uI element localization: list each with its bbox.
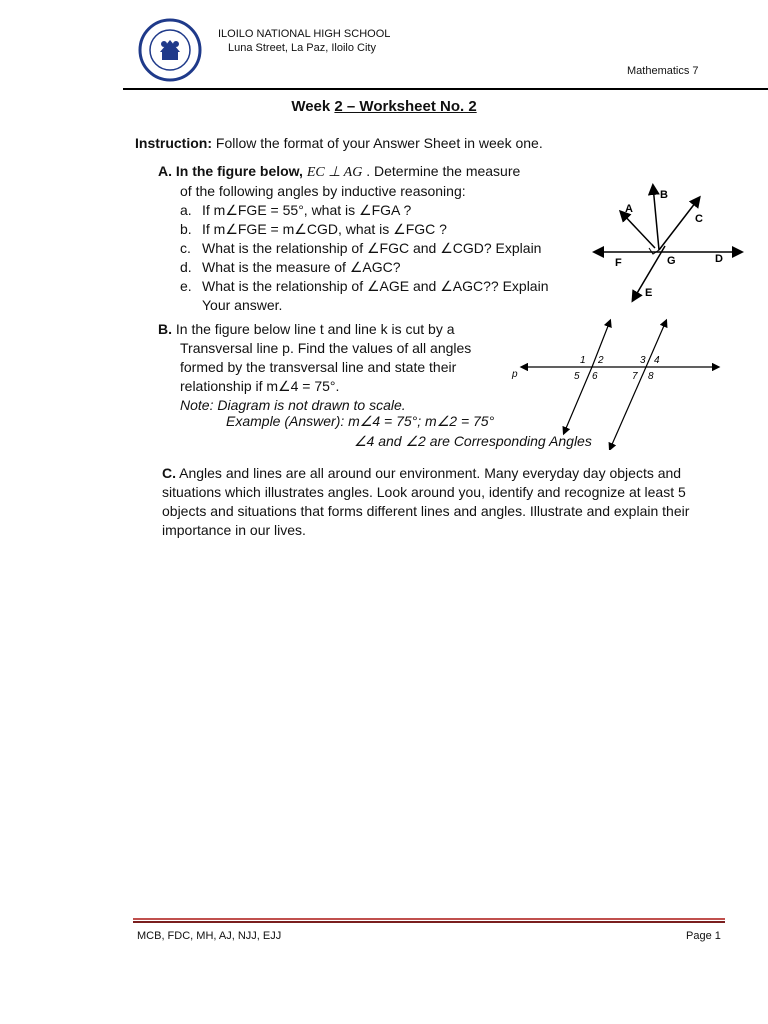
- section-a: [158, 162, 578, 315]
- school-logo: [138, 18, 202, 82]
- instruction: [135, 135, 543, 151]
- section-a-letter: A.: [158, 163, 172, 179]
- instruction-label: Instruction:: [135, 135, 212, 151]
- ray-ga: [621, 212, 655, 248]
- label-c: C: [695, 213, 703, 225]
- subject-label: Mathematics 7: [627, 65, 699, 77]
- label-g: G: [667, 255, 676, 267]
- transversal-figure: [508, 315, 723, 450]
- label-p: p: [512, 369, 518, 380]
- label-f: F: [615, 257, 622, 269]
- ray-gb: [653, 186, 659, 250]
- school-name: ILOILO NATIONAL HIGH SCHOOL: [218, 28, 391, 40]
- label-1: 1: [580, 355, 586, 366]
- page-title: [0, 98, 768, 115]
- label-d: D: [715, 253, 723, 265]
- footer-divider-2: [133, 921, 725, 923]
- list-item: d. What is the measure of ∠AGC?: [180, 259, 401, 275]
- section-c-text: Angles and lines are all around our environment. Many everyday day objects and situations which illustrates angles. Look around you, identify and recognize at least 5 objects and situations that forms different lines and angles. Illustrate and explain their importance in our lives.: [162, 465, 690, 538]
- section-c: [162, 464, 732, 540]
- item-text: If m∠FGE = 55°, what is ∠FGA ?: [202, 202, 412, 218]
- footer-authors: MCB, FDC, MH, AJ, NJJ, EJJ: [137, 930, 282, 942]
- section-b-line: Transversal line p. Find the values of all angles: [180, 340, 472, 356]
- label-4: 4: [654, 355, 660, 366]
- list-item: e. What is the relationship of ∠AGE and ∠AGC?? Explain: [180, 278, 549, 294]
- list-item-continuation: Your answer.: [202, 297, 283, 313]
- section-c-letter: C.: [162, 465, 176, 481]
- label-2: 2: [598, 355, 604, 366]
- ray-gc: [659, 198, 699, 250]
- label-7: 7: [632, 371, 638, 382]
- label-e: E: [645, 287, 653, 299]
- item-text: What is the relationship of ∠FGC and ∠CGD? Explain: [202, 240, 542, 256]
- section-b-line: formed by the transversal line and state their: [180, 359, 457, 375]
- section-b-line: In the figure below line t and line k is cut by a: [175, 321, 455, 337]
- example-answer: Example (Answer): m∠4 = 75°; m∠2 = 75°: [226, 413, 495, 429]
- school-address: Luna Street, La Paz, Iloilo City: [228, 42, 376, 54]
- section-b-line: relationship if m∠4 = 75°.: [180, 378, 340, 394]
- list-item: a. If m∠FGE = 55°, what is ∠FGA ?: [180, 202, 412, 218]
- section-a-head-rest: . Determine the measure: [362, 163, 521, 179]
- section-b-note: Note: Diagram is not drawn to scale.: [180, 397, 406, 413]
- item-text: If m∠FGE = m∠CGD, what is ∠FGC ?: [202, 221, 447, 237]
- header-divider: [123, 88, 768, 90]
- angle-figure: [585, 180, 745, 305]
- item-text: What is the measure of ∠AGC?: [202, 259, 401, 275]
- section-b: [158, 320, 528, 415]
- example-answer-2: ∠4 and ∠2 are Corresponding Angles: [354, 433, 592, 449]
- footer-divider: [133, 918, 725, 920]
- title-underlined: 2 – Worksheet No. 2: [334, 98, 477, 115]
- label-6: 6: [592, 371, 598, 382]
- section-a-head-math: EC ⊥ AG: [306, 165, 363, 180]
- label-5: 5: [574, 371, 580, 382]
- page-number: Page 1: [686, 930, 721, 942]
- label-a: A: [625, 203, 633, 215]
- label-3: 3: [640, 355, 646, 366]
- list-item: b. If m∠FGE = m∠CGD, what is ∠FGC ?: [180, 221, 447, 237]
- label-8: 8: [648, 371, 654, 382]
- title-prefix: Week: [291, 98, 335, 115]
- line-k-bottom: [610, 367, 646, 449]
- list-item: c. What is the relationship of ∠FGC and ∠CGD? Explain: [180, 240, 542, 256]
- section-a-line2: of the following angles by inductive reasoning:: [180, 183, 466, 199]
- section-b-letter: B.: [158, 321, 172, 337]
- label-b: B: [660, 189, 668, 201]
- item-text: What is the relationship of ∠AGE and ∠AGC?? Explain: [202, 278, 549, 294]
- instruction-text: Follow the format of your Answer Sheet in week one.: [212, 135, 543, 151]
- section-a-head: In the figure below,: [175, 163, 307, 179]
